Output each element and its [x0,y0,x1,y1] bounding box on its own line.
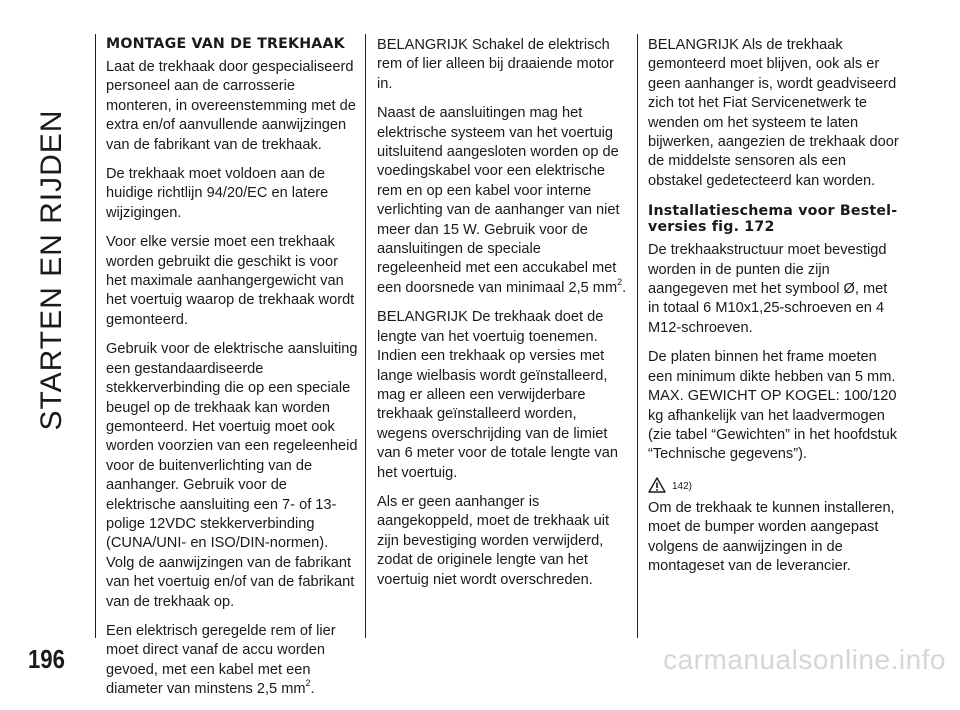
paragraph: De trekhaak moet voldoen aan de huidige richtlijn 94/20/EC en latere wijzigingen. [106,166,329,221]
watermark: carmanualsonline.info [663,644,946,675]
paragraph: BELANGRIJK Schakel de elektrisch rem of lier alleen bij draaiende motor in. [377,37,614,92]
warning-reference [648,473,900,493]
paragraph-text: Naast de aansluitingen mag het elektrische systeem van het voertuig uitsluitend aangesloten worden op de voedingskabel voor een elektrische rem en op een kabel voor interne verlichting van de aanhanger van niet meer dan 15 W. Gebruik voor de aansluitingen de speciale regeleenheid met een accukabel met een doorsnede van minimaal 2,5 mm [377,105,620,296]
paragraph: Als er geen aanhanger is aangekoppeld, moet de trekhaak uit zijn bevestiging worden verwijderd, zodat de originele lengte van het voertuig niet wordt overschreden. [377,493,610,588]
text-column-3 [648,36,900,586]
column-divider [95,34,96,638]
superscript: 2 [617,277,623,288]
paragraph: Laat de trekhaak door gespecialiseerd personeel aan de carrosserie monteren, in overeenstemming met de extra en/of aanvullende aanwijzingen van de fabrikant van de trekhaak. [106,59,356,153]
paragraph-text: Een elektrisch geregelde rem of lier moet direct vanaf de accu worden gevoed, met een kabel met een diameter van minstens 2,5 mm [106,622,336,698]
section-heading-towbar: MONTAGE VAN DE TREKHAAK [106,36,345,52]
paragraph: De platen binnen het frame moeten een minimum dikte hebben van 5 mm. MAX. GEWICHT OP KOGEL: 100/120 kg afhankelijk van het laadvermogen (zie tabel “Gewichten” in het hoofdstuk “Technische gegevens”). [648,349,898,463]
paragraph [377,104,629,298]
paragraph: De trekhaakstructuur moet bevestigd worden in de punten die zijn aangegeven met het symbool Ø, met in totaal 6 M10x1,25-schroeven en 4 M12-schroeven. [648,242,888,336]
paragraph: Om de trekhaak te kunnen installeren, moet de bumper worden aangepast volgens de aanwijzingen in de montageset van de leverancier. [648,499,895,574]
warning-triangle-icon [648,477,666,493]
paragraph-end: . [310,681,315,698]
column-divider [365,34,366,638]
column-divider [637,34,638,638]
page-number: 196 [28,644,65,674]
chapter-side-title-text: STARTEN EN RIJDEN [35,109,68,431]
paragraph [106,622,358,700]
warning-reference-number: 142) [672,480,693,492]
paragraph: Gebruik voor de elektrische aansluiting een gestandaardiseerde stekkerverbinding die op een speciale beugel op de trekhaak kan worden gemonteerd. Het voertuig moet ook worden voorzien van een regeleenheid voor de buitenverlichting van de aanhanger. Gebruik voor de elektrische aansluiting een 7- of 13-polige 12VDC stekkerverbinding (CUNA/UNI- en ISO/DIN-normen). Volg de aanwijzingen van de fabrikant van het voertuig en/of van de fabrikant van de trekhaak op. [106,341,358,610]
paragraph: Voor elke versie moet een trekhaak worden gebruikt die geschikt is voor het maximale aanhangergewicht van het voertuig waarop de trekhaak wordt gemonteerd. [106,234,355,328]
paragraph-end: . [622,279,627,296]
text-column-1 [106,36,358,710]
section-heading-installation-scheme: Installatieschema voor Bestel-versies fig. 172 [648,203,898,236]
paragraph: BELANGRIJK Als de trekhaak gemonteerd moet blijven, ook als er geen aanhanger is, wordt geadviseerd zich tot het Fiat Servicenetwerk te wenden om het systeem te laten bijwerken, aangezien de trekhaak door de middelste sensoren als een obstakel gedetecteerd kan worden. [648,37,899,189]
text-column-2 [377,36,629,600]
superscript: 2 [305,678,311,689]
paragraph: BELANGRIJK De trekhaak doet de lengte van het voertuig toenemen. Indien een trekhaak op versies met lange wielbasis wordt geïnstalleerd, mag er alleen een verwijderbare trekhaak geïnstalleerd worden, wegens overschrijding van de limiet van 6 meter voor de totale lengte van het voertuig. [377,309,618,481]
